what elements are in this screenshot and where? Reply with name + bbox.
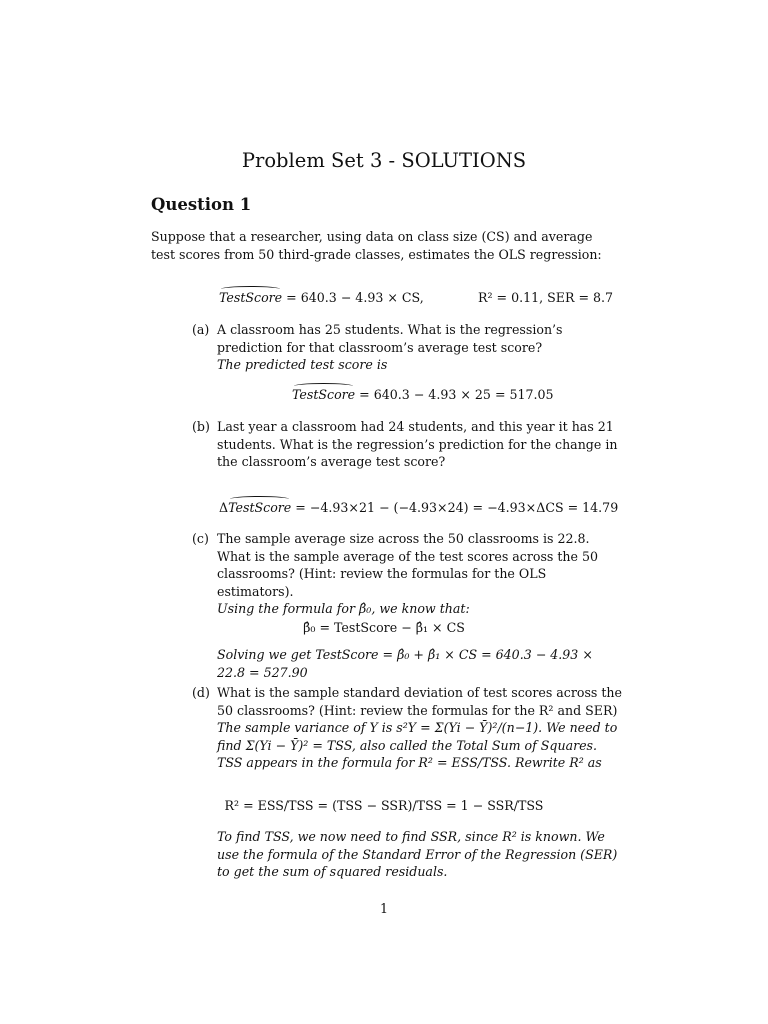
- part-d-closing-text: To find TSS, we now need to find SSR, since R² is known. We use the formula of the Standard Error of the Regression (SER) to get the sum of squared residuals.: [217, 829, 618, 879]
- main-equation: [219, 290, 424, 305]
- main-equation-lhs: TestScore: [219, 290, 283, 305]
- part-b-equation-rhs: = −4.93×21 − (−4.93×24) = −4.93×ΔCS = 14.79: [291, 500, 619, 515]
- part-d-question: What is the sample standard deviation of test scores across the 50 classrooms? (Hint: review the formulas for the R² and SER): [217, 685, 622, 718]
- part-d-r2-equation: R² = ESS/TSS = (TSS − SSR)/TSS = 1 − SSR/TSS: [224, 798, 544, 813]
- part-a-equation-rhs: = 640.3 − 4.93 × 25 = 517.05: [355, 387, 554, 402]
- part-b-label: (b): [192, 419, 210, 434]
- page-title: Problem Set 3 - SOLUTIONS: [241, 149, 527, 172]
- question-heading: Question 1: [151, 195, 252, 214]
- part-b-equation: [219, 500, 618, 515]
- intro-paragraph: Suppose that a researcher, using data on class size (CS) and average test scores from 50 third-grade classes, estimates the OLS regression:: [151, 229, 602, 262]
- part-a: [192, 321, 622, 374]
- part-c-label: (c): [192, 531, 209, 546]
- part-d-closing: [192, 828, 622, 881]
- part-d-label: (d): [192, 685, 210, 700]
- main-equation-rhs: = 640.3 − 4.93 × CS,: [282, 290, 424, 305]
- part-b-equation-lhs: TestScore: [228, 500, 292, 515]
- part-c-solving: [192, 646, 622, 681]
- part-c-answer-intro: Using the formula for β̂₀, we know that:: [217, 601, 470, 616]
- part-d: [192, 684, 622, 772]
- part-b-question: Last year a classroom had 24 students, and this year it has 21 students. What is the regression’s prediction for the change in the classroom’s average test score?: [217, 419, 618, 469]
- part-d-tss-text: TSS appears in the formula for R² = ESS/TSS. Rewrite R² as: [217, 755, 602, 770]
- part-c: [192, 530, 622, 618]
- main-equation-stats: R² = 0.11, SER = 8.7: [478, 290, 614, 305]
- part-b: [192, 418, 622, 471]
- part-a-question: A classroom has 25 students. What is the regression’s prediction for that classroom’s average test score?: [217, 322, 563, 355]
- page-number: 1: [379, 901, 388, 916]
- part-c-solving-text: Solving we get TestScore = β̂₀ + β̂₁ × CS = 640.3 − 4.93 × 22.8 = 527.90: [217, 647, 593, 680]
- part-c-question: The sample average size across the 50 classrooms is 22.8. What is the sample average of the test scores across the 50 classrooms? (Hint: review the formulas for the OLS estimators).: [217, 531, 599, 599]
- part-b-equation-prefix: Δ: [219, 500, 229, 515]
- part-a-label: (a): [192, 322, 210, 337]
- part-d-variance-text: The sample variance of Y is s²Y = Σ(Yi − Ȳ)²/(n−1). We need to find Σ(Yi − Ȳ)² = TSS, also called the Total Sum of Squares.: [217, 720, 618, 753]
- part-a-answer-intro: The predicted test score is: [217, 357, 388, 372]
- part-a-equation: [292, 387, 554, 402]
- part-c-equation: β̂₀ = TestScore − β̂₁ × CS: [303, 620, 465, 635]
- part-a-equation-lhs: TestScore: [292, 387, 356, 402]
